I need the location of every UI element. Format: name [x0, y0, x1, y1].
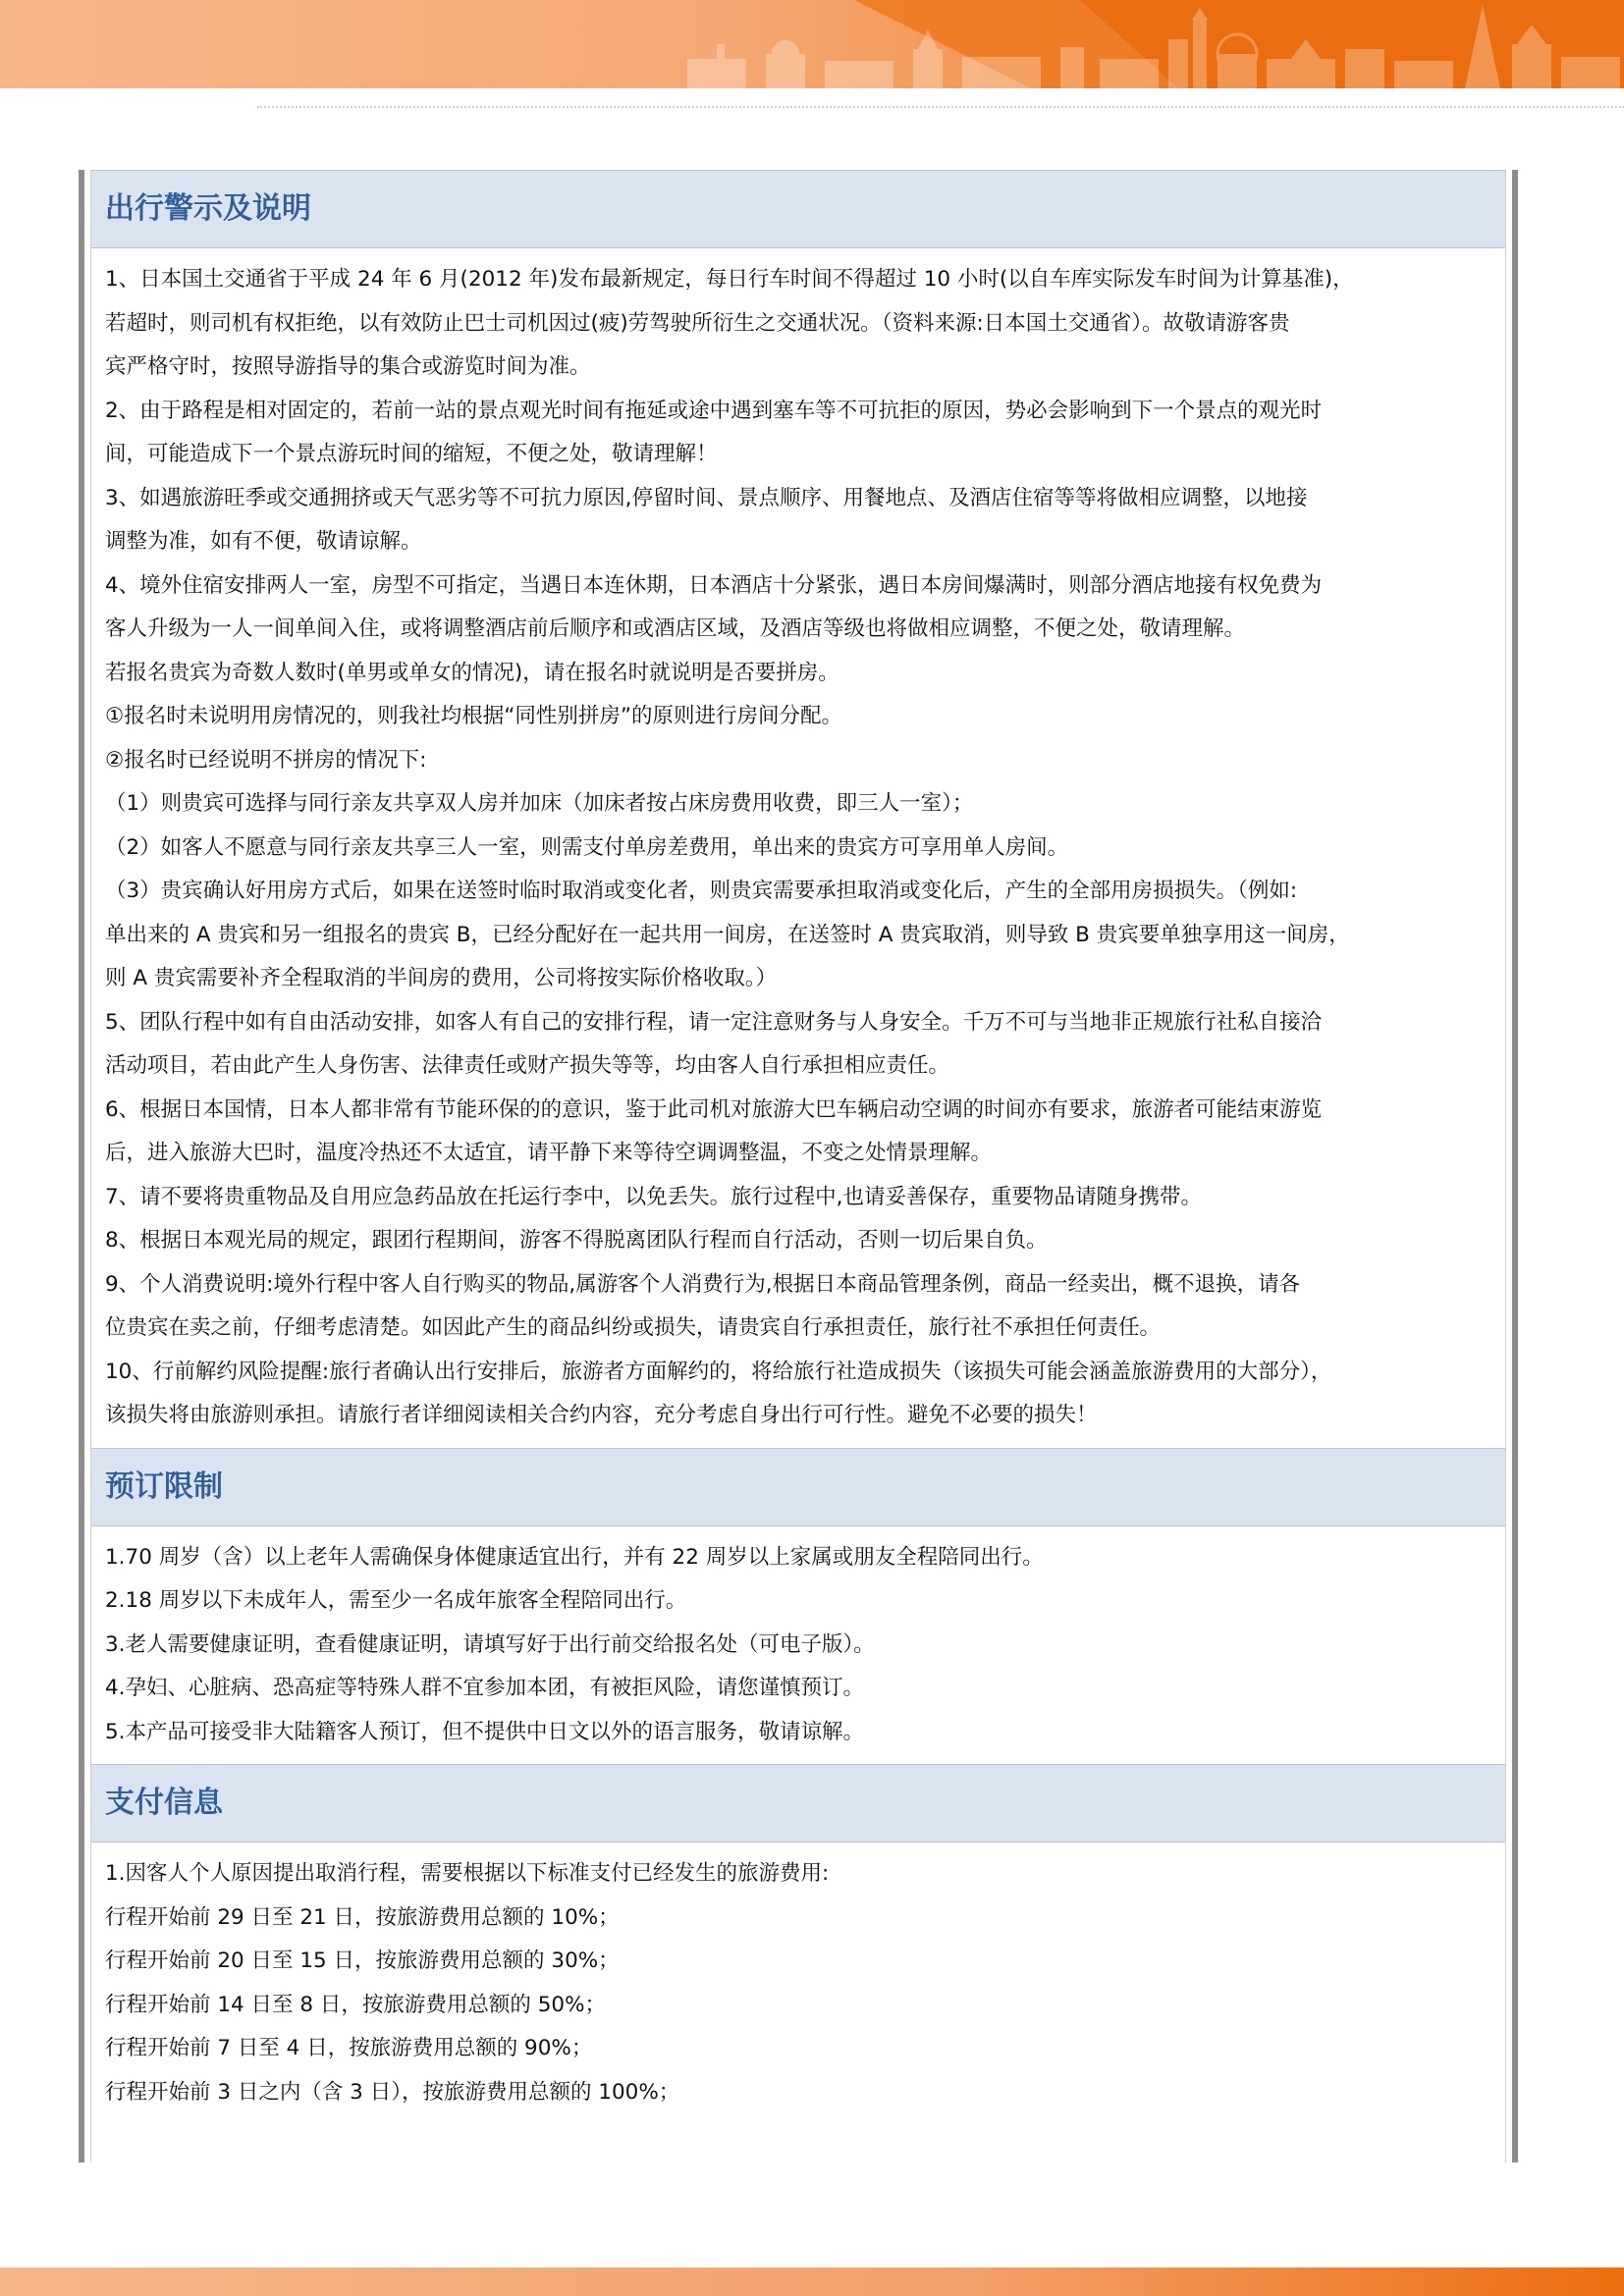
text-line: 4、境外住宿安排两人一室，房型不可指定，当遇日本连休期，日本酒店十分紧张，遇日本房间爆满时，则部分酒店地接有权免费为	[105, 572, 1323, 598]
section-body	[91, 248, 1505, 1448]
text-line: 1.70 周岁（含）以上老年人需确保身体健康适宜出行，并有 22 周岁以上家属或朋友全程陪同出行。	[105, 1544, 1044, 1570]
bottom-band	[0, 2268, 1624, 2296]
content-inner	[90, 170, 1506, 2163]
text-line: 3.老人需要健康证明，查看健康证明，请填写好于出行前交给报名处（可电子版）。	[105, 1631, 875, 1657]
text-line: 间，可能造成下一个景点游玩时间的缩短，不便之处，敬请理解！	[105, 442, 718, 466]
section-title: 出行警示及说明	[91, 170, 1505, 248]
text-line: 行程开始前 14 日至 8 日，按旅游费用总额的 50%；	[105, 1992, 606, 2017]
text-line: 宾严格守时，按照导游指导的集合或游览时间为准。	[105, 354, 591, 379]
top-divider	[257, 106, 1624, 108]
text-line: 1、日本国土交通省于平成 24 年 6 月(2012 年)发布最新规定，每日行车时间不得超过 10 小时(以自车库实际发车时间为计算基准)，	[105, 267, 1354, 292]
text-line: 行程开始前 29 日至 21 日，按旅游费用总额的 10%；	[105, 1904, 620, 1930]
section-payment-info	[91, 1764, 1505, 2124]
text-line: 位贵宾在卖之前，仔细考虑清楚。如因此产生的商品纠纷或损失，请贵宾自行承担责任，旅行社不承担任何责任。	[105, 1315, 1162, 1340]
section-booking-restrictions	[91, 1448, 1505, 1765]
text-line: 6、根据日本国情，日本人都非常有节能环保的的意识，鉴于此司机对旅游大巴车辆启动空调的时间亦有要求，旅游者可能结束游览	[105, 1096, 1323, 1122]
text-line: 调整为准，如有不便，敬请谅解。	[105, 529, 422, 554]
text-line: （1）则贵宾可选择与同行亲友共享双人房并加床（加床者按占床房费用收费，即三人一室）；	[105, 791, 974, 816]
text-line: 活动项目，若由此产生人身伤害、法律责任或财产损失等等，均由客人自行承担相应责任。	[105, 1053, 950, 1078]
section-travel-warnings	[91, 170, 1505, 1448]
text-line: ①报名时未说明用房情况的，则我社均根据“同性别拼房”的原则进行房间分配。	[105, 704, 843, 728]
text-line: ②报名时已经说明不拼房的情况下:	[105, 747, 427, 773]
text-line: 7、请不要将贵重物品及自用应急药品放在托运行李中，以免丢失。旅行过程中,也请妥善保存，重要物品请随身携带。	[105, 1184, 1203, 1209]
text-line: 2.18 周岁以下未成年人，需至少一名成年旅客全程陪同出行。	[105, 1588, 687, 1613]
text-line: 行程开始前 3 日之内（含 3 日），按旅游费用总额的 100%；	[105, 2079, 680, 2105]
text-line: 后，进入旅游大巴时，温度冷热还不太适宜，请平静下来等待空调调整温，不变之处情景理解。	[105, 1141, 993, 1165]
section-body	[91, 1842, 1505, 2124]
text-line: 则 A 贵宾需要补齐全程取消的半间房的费用，公司将按实际价格收取。）	[105, 966, 778, 990]
text-line: 单出来的 A 贵宾和另一组报名的贵宾 B，已经分配好在一起共用一间房，在送签时 A 贵宾取消，则导致 B 贵宾要单独享用这一间房，	[105, 922, 1350, 947]
text-line: 8、根据日本观光局的规定，跟团行程期间，游客不得脱离团队行程而自行活动，否则一切后果自负。	[105, 1228, 1048, 1253]
skyline-decoration-icon	[0, 0, 1624, 88]
text-line: 2、由于路程是相对固定的，若前一站的景点观光时间有拖延或途中遇到塞车等不可抗拒的原因，势必会影响到下一个景点的观光时	[105, 398, 1323, 423]
top-banner	[0, 0, 1624, 88]
text-line: 该损失将由旅游则承担。请旅行者详细阅读相关合约内容，充分考虑自身出行可行性。避免不必要的损失！	[105, 1403, 1098, 1427]
text-line: 行程开始前 7 日至 4 日，按旅游费用总额的 90%；	[105, 2036, 593, 2060]
text-line: 客人升级为一人一间单间入住，或将调整酒店前后顺序和或酒店区域，及酒店等级也将做相应调整，不便之处，敬请理解。	[105, 616, 1246, 641]
section-title: 预订限制	[91, 1448, 1505, 1526]
text-line: 5.本产品可接受非大陆籍客人预订，但不提供中日文以外的语言服务，敬请谅解。	[105, 1719, 865, 1744]
text-line: 4.孕妇、心脏病、恐高症等特殊人群不宜参加本团，有被拒风险，请您谨慎预订。	[105, 1676, 865, 1700]
text-line: 若超时，则司机有权拒绝，以有效防止巴士司机因过(疲)劳驾驶所衍生之交通状况。（资料来源:日本国土交通省）。故敬请游客贵	[105, 310, 1290, 336]
text-line: 行程开始前 20 日至 15 日，按旅游费用总额的 30%；	[105, 1949, 620, 1973]
text-line: 5、团队行程中如有自由活动安排，如客人有自己的安排行程，请一定注意财务与人身安全。千万不可与当地非正规旅行社私自接洽	[105, 1009, 1323, 1035]
content-box	[79, 170, 1518, 2163]
text-line: 9、个人消费说明:境外行程中客人自行购买的物品,属游客个人消费行为,根据日本商品管理条例，商品一经卖出，概不退换，请各	[105, 1271, 1301, 1297]
text-line: 3、如遇旅游旺季或交通拥挤或天气恶劣等不可抗力原因,停留时间、景点顺序、用餐地点、及酒店住宿等等将做相应调整，以地接	[105, 485, 1308, 510]
text-line: （2）如客人不愿意与同行亲友共享三人一室，则需支付单房差费用，单出来的贵宾方可享用单人房间。	[105, 834, 1069, 860]
text-line: 若报名贵宾为奇数人数时(单男或单女的情况)，请在报名时就说明是否要拼房。	[105, 660, 839, 685]
section-body	[91, 1526, 1505, 1765]
section-title: 支付信息	[91, 1764, 1505, 1842]
text-line: （3）贵宾确认好用房方式后，如果在送签时临时取消或变化者，则贵宾需要承担取消或变化后，产生的全部用房损损失。（例如:	[105, 879, 1298, 903]
text-line: 10、行前解约风险提醒:旅行者确认出行安排后，旅游者方面解约的，将给旅行社造成损失（该损失可能会涵盖旅游费用的大部分），	[105, 1359, 1332, 1384]
text-line: 1.因客人个人原因提出取消行程，需要根据以下标准支付已经发生的旅游费用:	[105, 1861, 830, 1886]
